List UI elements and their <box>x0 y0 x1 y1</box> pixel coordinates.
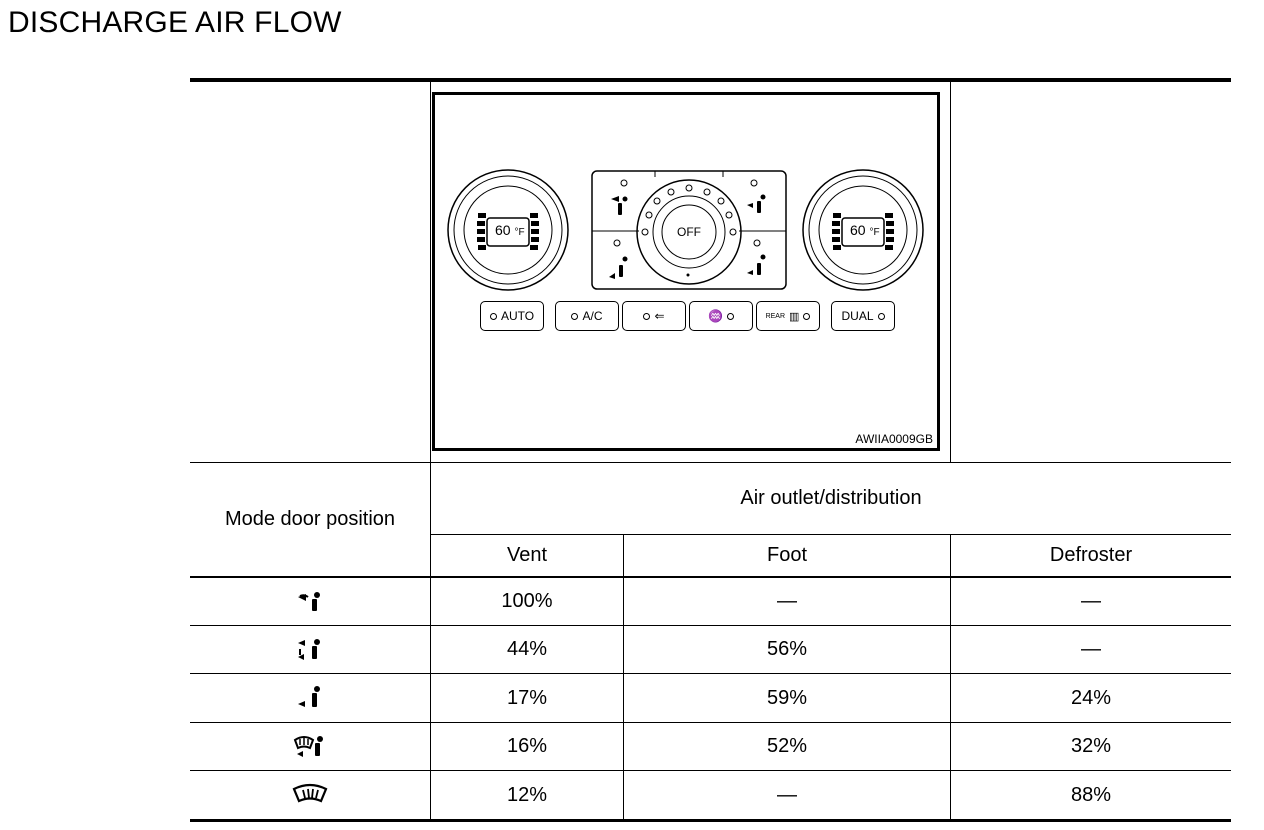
left-temp-value: 60 <box>495 222 511 238</box>
dual-led-icon <box>878 313 885 320</box>
auto-led-icon <box>490 313 497 320</box>
rear-defrost-button[interactable] <box>756 301 820 331</box>
table-top-border <box>190 78 1231 82</box>
ac-led-icon <box>571 313 578 320</box>
ac-button[interactable] <box>555 301 619 331</box>
air-outlet-distribution-header: Air outlet/distribution <box>740 487 922 509</box>
bi-level-mode-icon <box>190 626 430 673</box>
vent-mode-icon <box>190 578 430 625</box>
page-title: DISCHARGE AIR FLOW <box>8 6 342 39</box>
ac-button-label: A/C <box>582 309 603 323</box>
climate-control-panel-figure <box>432 92 940 451</box>
rear-defrost-icon: ▥ <box>789 310 800 323</box>
table-cell: — <box>1081 590 1101 612</box>
column-divider <box>950 82 951 463</box>
left-temp-readout <box>495 222 525 238</box>
table-cell: — <box>777 783 797 806</box>
table-cell: — <box>777 590 797 612</box>
control-panel-drawing <box>435 95 937 448</box>
dual-button[interactable] <box>831 301 895 331</box>
table-cell: 16% <box>506 735 548 757</box>
table-cell: 56% <box>766 638 808 660</box>
defrost-foot-mode-icon <box>190 723 430 770</box>
table-cell: 32% <box>1070 735 1112 757</box>
table-cell: 24% <box>1070 686 1112 709</box>
right-temp-readout <box>850 222 880 238</box>
auto-button-label: AUTO <box>500 309 535 323</box>
table-cell: 12% <box>506 783 548 806</box>
mode-door-position-header: Mode door position <box>224 508 396 530</box>
defroster-column-header: Defroster <box>1049 544 1133 566</box>
off-button-label[interactable]: OFF <box>677 225 701 239</box>
figure-id: AWIIA0009GB <box>855 432 933 446</box>
right-temp-value: 60 <box>850 222 866 238</box>
vent-column-header: Vent <box>506 544 548 566</box>
table-cell: 52% <box>766 735 808 757</box>
foot-mode-icon <box>190 674 430 722</box>
dual-button-label: DUAL <box>841 309 874 323</box>
recirculation-button[interactable] <box>622 301 686 331</box>
recirculation-icon: ⇐ <box>654 309 665 323</box>
rear-defrost-label: REAR <box>765 312 786 320</box>
table-cell: 88% <box>1070 783 1112 806</box>
auto-button[interactable] <box>480 301 544 331</box>
rear-defrost-led-icon <box>803 313 810 320</box>
defroster-mode-icon <box>190 771 430 819</box>
table-cell: 100% <box>501 590 553 612</box>
table-cell: 17% <box>506 686 548 709</box>
front-defrost-button[interactable] <box>689 301 753 331</box>
right-temp-unit: °F <box>869 227 880 238</box>
table-bottom-border <box>190 819 1231 822</box>
table-cell: 44% <box>506 638 548 660</box>
foot-column-header: Foot <box>766 544 808 566</box>
front-defrost-led-icon <box>727 313 734 320</box>
front-defrost-icon: ♒ <box>708 309 723 323</box>
recirculation-led-icon <box>643 313 650 320</box>
table-cell: 59% <box>766 686 808 709</box>
left-temp-unit: °F <box>514 227 525 238</box>
table-cell: — <box>1081 638 1101 660</box>
